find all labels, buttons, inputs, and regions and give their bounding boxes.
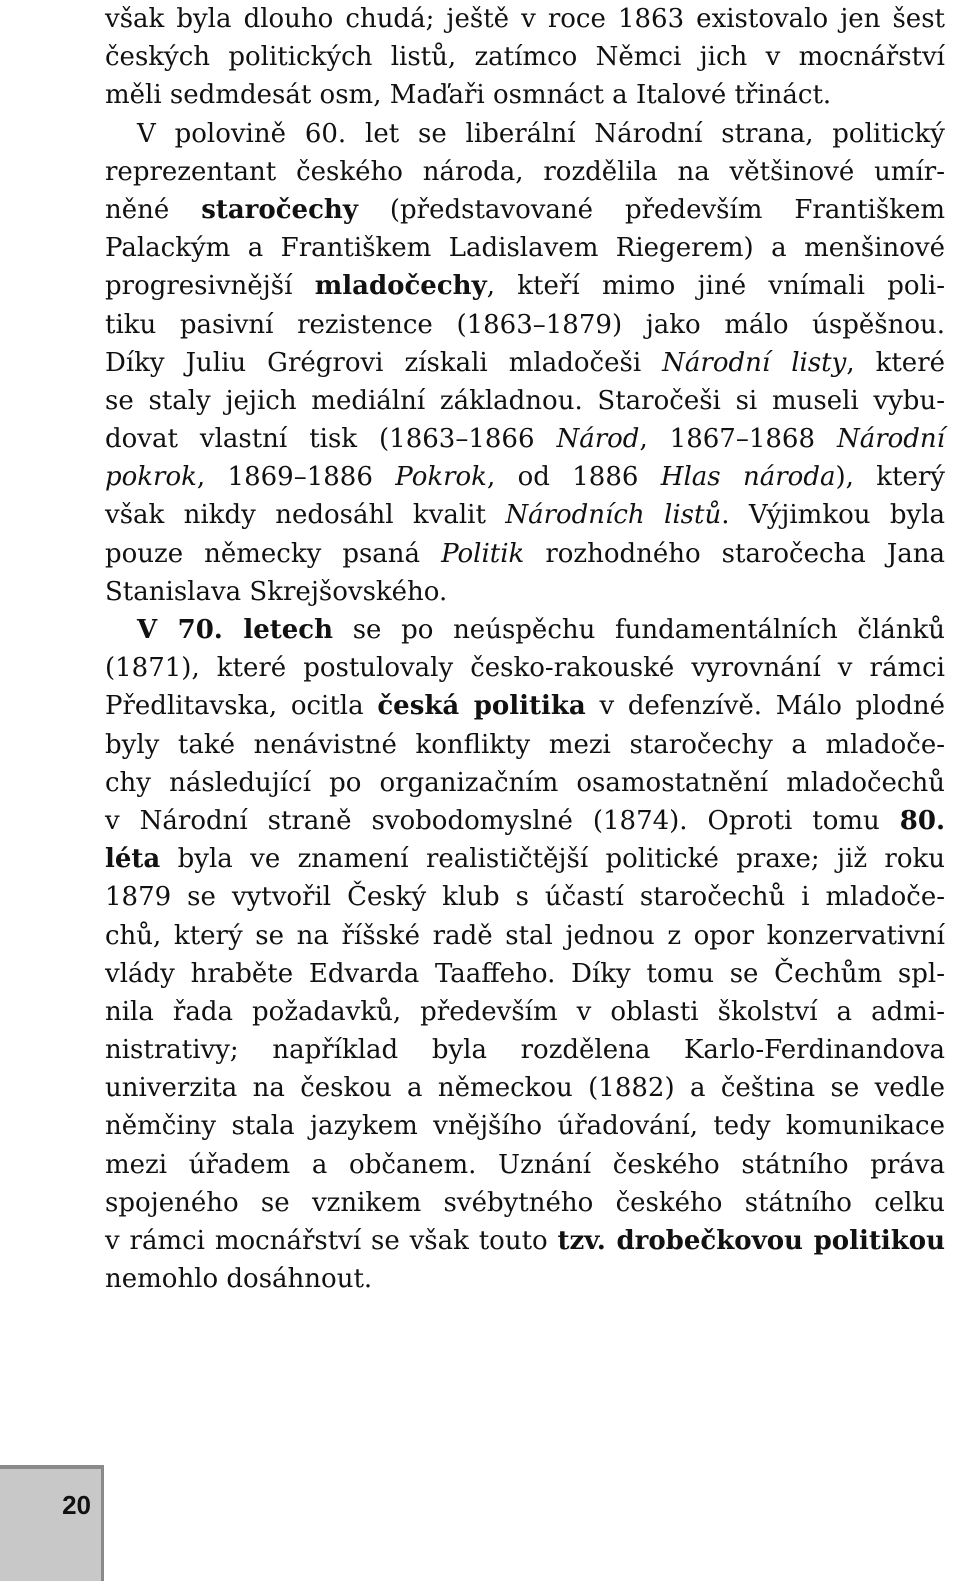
text-run: (představované především Františkem: [357, 194, 945, 225]
text-run: , 1869–1886: [196, 462, 396, 493]
italic-title: Národní listy: [662, 347, 847, 378]
italic-title: Politik: [441, 538, 525, 569]
text-run: univerzita na českou a německou (1882) a čeština se vedle: [105, 1073, 945, 1104]
text-run: v rámci mocnářství se však touto: [105, 1226, 558, 1256]
text-run: , od 1886: [486, 462, 661, 493]
text-line: [105, 1107, 945, 1145]
text-run: chů, který se na říšské radě stal jednou z opor konzervativní: [105, 920, 945, 951]
bold-term: česká politika: [377, 691, 586, 722]
text-run: , 1867–1868: [639, 424, 837, 455]
text-line: [105, 649, 945, 687]
text-run: V polovině 60. let se liberální Národní strana, politický: [137, 118, 945, 149]
text-line: [105, 420, 945, 458]
text-run: však byla dlouho chudá; ještě v roce 1863 existovalo jen šest: [105, 4, 945, 34]
text-line: [105, 153, 945, 191]
bold-term: staročechy: [201, 194, 358, 225]
text-line: [105, 458, 945, 496]
text-line: [105, 993, 945, 1031]
text-line: [105, 496, 945, 534]
text-run: (1871), které postulovaly česko-rakouské vyrovnání v rámci: [105, 653, 945, 684]
text-run: se po neúspěchu fundamentálních článků: [333, 615, 946, 645]
page-number-tab: [0, 1465, 104, 1581]
bold-term: mladočechy: [314, 271, 487, 302]
text-line: [105, 878, 945, 916]
text-run: v defenzívě. Málo plodné: [585, 691, 945, 722]
text-run: se staly jejich mediální základnou. Staročeši si museli vybu-: [105, 385, 945, 416]
text-run: nila řada požadavků, především v oblasti školství a admi-: [105, 996, 945, 1027]
text-run: mezi úřadem a občanem. Uznání českého státního práva: [105, 1149, 945, 1180]
text-line: [105, 611, 945, 649]
bold-term: tzv. drobečkovou politikou: [557, 1226, 945, 1256]
text-line: [105, 267, 945, 305]
text-line: [105, 382, 945, 420]
italic-title: Hlas národa: [660, 462, 836, 493]
text-line: [105, 840, 945, 878]
text-line: [105, 229, 945, 267]
text-line: [105, 802, 945, 840]
text-line: [105, 573, 945, 611]
text-run: 1879 se vytvořil Český klub s účastí staročechů i mladoče-: [105, 882, 945, 913]
text-run: Předlitavska, ocitla: [105, 691, 378, 722]
text-run: měli sedmdesát osm, Maďaři osmnáct a Italové třináct.: [105, 80, 832, 111]
italic-title: pokrok: [105, 462, 197, 493]
text-run: však nikdy nedosáhl kvalit: [105, 500, 506, 531]
text-line: [105, 1146, 945, 1184]
text-run: . Výjimkou byla: [721, 500, 946, 531]
text-run: byla ve znamení realističtější politické praxe; již roku: [160, 844, 945, 875]
text-run: Palackým a Františkem Ladislavem Riegerem) a menšinové: [105, 233, 945, 264]
text-line: [105, 955, 945, 993]
bold-term: V 70. letech: [137, 615, 334, 645]
text-line: [105, 687, 945, 725]
text-line: [105, 1222, 945, 1260]
text-line: [105, 344, 945, 382]
text-run: , které: [846, 347, 946, 378]
text-run: rozhodného staročecha Jana: [524, 538, 945, 569]
text-run: chy následující po organizačním osamostatnění mladočechů: [105, 767, 945, 798]
text-run: ), který: [835, 462, 945, 493]
text-run: Díky Juliu Grégrovi získali mladočeši: [105, 347, 663, 378]
text-line: [105, 0, 945, 38]
text-run: nemohlo dosáhnout.: [105, 1264, 373, 1295]
text-run: Stanislava Skrejšovského.: [105, 576, 448, 607]
bold-term: 80.: [899, 805, 945, 836]
text-run: něné: [105, 194, 202, 225]
text-run: v Národní straně svobodomyslné (1874). Oproti tomu: [105, 805, 900, 836]
body-text: [105, 0, 945, 1298]
text-run: byly také nenávistné konflikty mezi staročechy a mladoče-: [105, 729, 945, 760]
text-run: , kteří mimo jiné vnímali poli-: [486, 271, 945, 302]
text-line: [105, 535, 945, 573]
text-run: dovat vlastní tisk (1863–1866: [105, 424, 557, 455]
text-line: [105, 1184, 945, 1222]
text-line: [105, 115, 945, 153]
text-line: [105, 1031, 945, 1069]
text-line: [105, 917, 945, 955]
text-run: progresivnější: [105, 271, 315, 302]
italic-title: Národních listů: [505, 500, 722, 531]
text-line: [105, 38, 945, 76]
text-run: českých politických listů, zatímco Němci jich v mocnářství: [105, 42, 945, 73]
bold-term: léta: [105, 844, 161, 875]
italic-title: Pokrok: [395, 462, 487, 493]
text-run: tiku pasivní rezistence (1863–1879) jako málo úspěšnou.: [105, 309, 945, 340]
text-line: [105, 764, 945, 802]
text-run: pouze německy psaná: [105, 538, 442, 569]
italic-title: Národ: [556, 424, 640, 455]
text-line: [105, 191, 945, 229]
italic-title: Národní: [836, 424, 945, 455]
text-run: reprezentant českého národa, rozdělila na většinové umír-: [105, 156, 945, 187]
text-line: [105, 1260, 945, 1298]
text-line: [105, 726, 945, 764]
text-run: vlády hraběte Edvarda Taaffeho. Díky tomu se Čechům spl-: [105, 958, 945, 989]
page-number: 20: [62, 1490, 91, 1520]
text-line: [105, 306, 945, 344]
text-run: nistrativy; například byla rozdělena Karlo-Ferdinandova: [105, 1035, 945, 1066]
text-run: němčiny stala jazykem vnějšího úřadování, tedy komunikace: [105, 1111, 945, 1142]
text-line: [105, 76, 945, 114]
text-run: spojeného se vznikem svébytného českého státního celku: [105, 1187, 945, 1218]
text-line: [105, 1069, 945, 1107]
